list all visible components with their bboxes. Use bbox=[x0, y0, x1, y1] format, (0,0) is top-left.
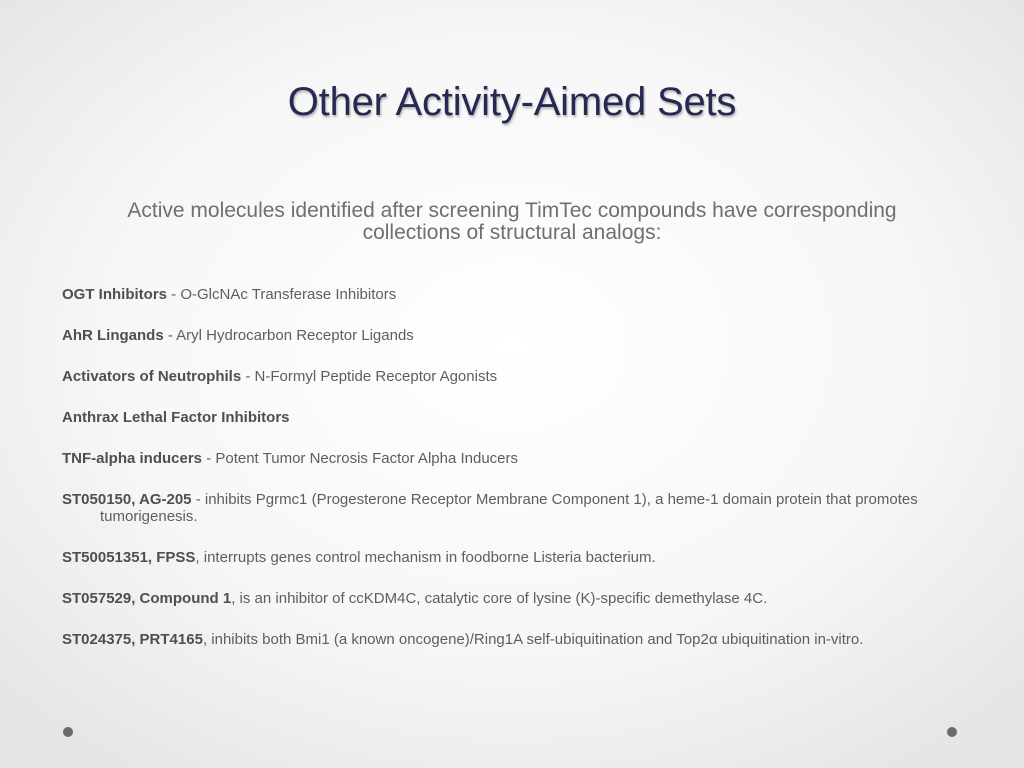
decorative-dot-right bbox=[947, 727, 957, 737]
item-description: - Aryl Hydrocarbon Receptor Ligands bbox=[163, 327, 414, 344]
item-term: AhR Lingands bbox=[62, 327, 164, 344]
intro-paragraph: Active molecules identified after screening TimTec compounds have corresponding collections of structural analogs: bbox=[127, 199, 897, 244]
list-item bbox=[62, 409, 962, 426]
item-description: , is an inhibitor of ccKDM4C, catalytic core of lysine (K)-specific demethylase 4C. bbox=[231, 590, 768, 607]
item-description: , inhibits both Bmi1 (a known oncogene)/Ring1A self-ubiquitination and Top2α ubiquitination in-vitro. bbox=[202, 631, 864, 648]
item-term: TNF-alpha inducers bbox=[62, 450, 203, 467]
list-item bbox=[62, 491, 962, 525]
item-description: - O-GlcNAc Transferase Inhibitors bbox=[167, 286, 397, 303]
list-item bbox=[62, 450, 962, 467]
item-term: ST50051351, FPSS bbox=[62, 549, 196, 566]
list-item bbox=[62, 327, 962, 344]
list-item bbox=[62, 631, 962, 648]
item-description: - Potent Tumor Necrosis Factor Alpha Inducers bbox=[202, 450, 518, 467]
item-term: Anthrax Lethal Factor Inhibitors bbox=[62, 409, 290, 426]
list-item bbox=[62, 590, 962, 607]
list-item bbox=[62, 286, 962, 303]
item-term: Activators of Neutrophils bbox=[62, 368, 242, 385]
item-term: ST057529, Compound 1 bbox=[62, 590, 232, 607]
item-list bbox=[62, 286, 962, 672]
list-item bbox=[62, 368, 962, 385]
item-description: - N-Formyl Peptide Receptor Agonists bbox=[241, 368, 498, 385]
item-description: - inhibits Pgrmc1 (Progesterone Receptor Membrane Component 1), a heme-1 domain protein that promotes tumorigenesis. bbox=[100, 491, 918, 525]
slide-title: Other Activity-Aimed Sets bbox=[287, 80, 737, 124]
item-description: , interrupts genes control mechanism in foodborne Listeria bacterium. bbox=[195, 549, 656, 566]
list-item bbox=[62, 549, 962, 566]
item-term: ST024375, PRT4165 bbox=[62, 631, 203, 648]
item-term: ST050150, AG-205 bbox=[62, 491, 192, 508]
decorative-dot-left bbox=[63, 727, 73, 737]
item-term: OGT Inhibitors bbox=[62, 286, 167, 303]
